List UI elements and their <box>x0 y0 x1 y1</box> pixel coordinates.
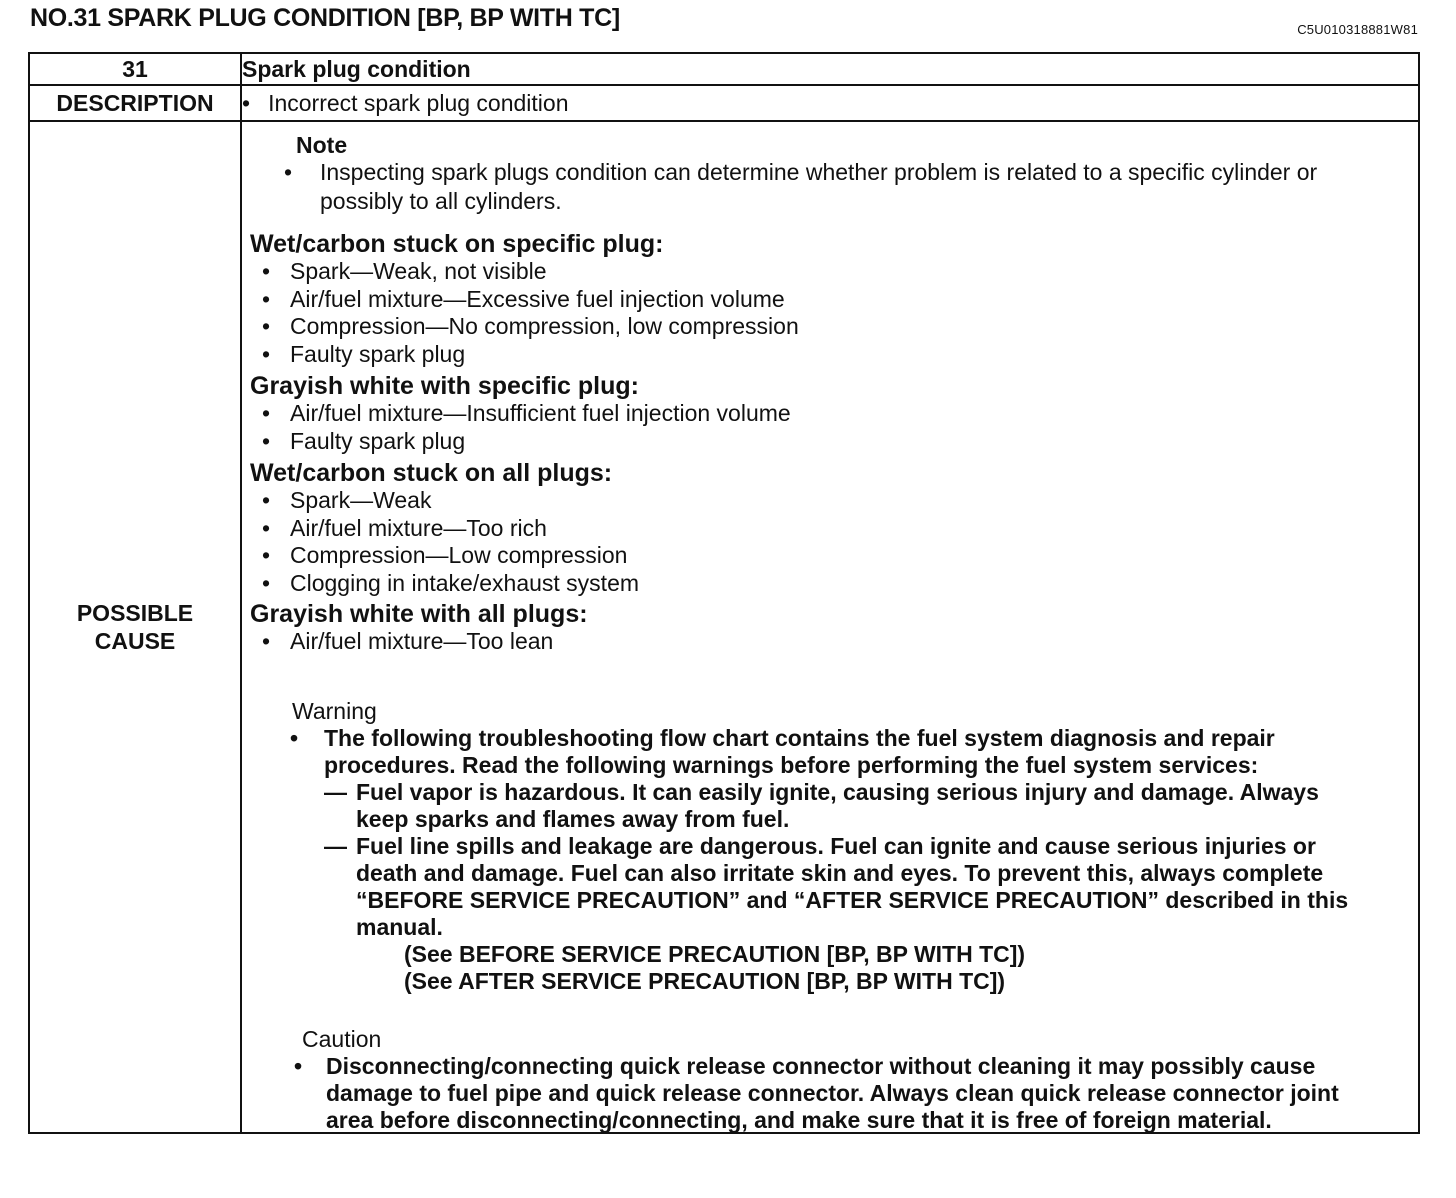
bullet-icon: • <box>262 569 271 596</box>
dash-icon: — <box>324 779 347 805</box>
cause-section-gray-specific <box>250 372 1390 455</box>
cause-label-line: POSSIBLE <box>76 600 194 626</box>
bullet-icon: • <box>290 725 299 751</box>
bullet-icon: • <box>262 628 271 654</box>
list-item: • Faulty spark plug <box>262 340 466 367</box>
bullet-icon: • <box>294 1053 303 1079</box>
cause-section-gray-all <box>250 600 1390 656</box>
list-item: • Clogging in intake/exhaust system <box>262 569 640 596</box>
page-title: NO.31 SPARK PLUG CONDITION [BP, BP WITH TC] <box>30 4 620 32</box>
bullet-icon: • <box>262 258 271 284</box>
description-label: DESCRIPTION <box>29 85 241 121</box>
table-row-description <box>29 85 1419 121</box>
list-item: • Compression—No compression, low compression <box>262 313 799 339</box>
bullet-icon: • <box>262 514 271 541</box>
list-item: • Compression—Low compression <box>262 542 628 568</box>
description-value <box>241 85 1419 121</box>
see-after-service-link[interactable]: (See AFTER SERVICE PRECAUTION [BP, BP WITH TC]) <box>404 968 1006 994</box>
description-item: Incorrect spark plug condition <box>268 89 569 116</box>
warning-item <box>290 725 1424 995</box>
section-heading: Grayish white with all plugs: <box>250 600 588 628</box>
bullet-icon: • <box>262 285 271 312</box>
warning-heading: Warning <box>292 698 377 724</box>
list-item: • Faulty spark plug <box>262 427 466 454</box>
section-heading: Wet/carbon stuck on all plugs: <box>250 459 613 487</box>
list-item: • Spark—Weak, not visible <box>262 258 547 284</box>
caution-item: • Disconnecting/connecting quick release connector without cleaning it may possibly cause damage to fuel pipe and quick release connector. Always clean quick release connector joint area before disconnecting/connecting, and make sure that it is free of foreign material. <box>294 1053 1339 1133</box>
list-item: • Air/fuel mixture—Too rich <box>262 514 547 541</box>
bullet-icon: • <box>262 313 271 339</box>
warning-line: procedures. Read the following warnings before performing the fuel system services: <box>324 752 1259 778</box>
troubleshooting-table <box>28 52 1420 1134</box>
table-row-possible-cause <box>29 121 1419 1133</box>
section-heading: Grayish white with specific plug: <box>250 372 639 400</box>
section-heading: Wet/carbon stuck on specific plug: <box>250 230 664 258</box>
table-row-number <box>29 53 1419 85</box>
caution-heading: Caution <box>302 1026 382 1052</box>
dash-icon: — <box>324 833 347 859</box>
cause-label-line: CAUSE <box>94 628 176 654</box>
bullet-icon: • <box>262 487 271 513</box>
document-code: C5U010318881W81 <box>1297 22 1418 37</box>
note-line: Inspecting spark plugs condition can determine whether problem is related to a specific cylinder or <box>320 159 1318 185</box>
see-before-service-link[interactable]: (See BEFORE SERVICE PRECAUTION [BP, BP WITH TC]) <box>404 941 1026 967</box>
list-item: • Air/fuel mixture—Excessive fuel injection volume <box>262 285 785 312</box>
list-item: • Spark—Weak <box>262 487 432 513</box>
bullet-icon: • <box>262 340 271 367</box>
number-title: Spark plug condition <box>241 53 1419 85</box>
bullet-icon: • <box>262 400 271 426</box>
note-heading: Note <box>296 132 348 158</box>
possible-cause-content <box>241 121 1419 1133</box>
cause-section-wet-specific <box>250 230 1390 368</box>
warning-subitem-fuel-spills: — Fuel line spills and leakage are dangerous. Fuel can ignite and cause serious injuries or death and damage. Fuel can also irritate skin and eyes. To prevent this, always complete “BEFORE SERVICE PRECAUTION” and “AFTER SERVICE PRECAUTION” described in this manual. (See BEFORE SERVICE PRECAUTION [BP, BP WITH TC]) (See AFTER SERVICE PRECAUTION [BP, BP WITH TC]) <box>324 833 1424 995</box>
warning-line: The following troubleshooting flow chart contains the fuel system diagnosis and repair <box>324 725 1275 751</box>
bullet-icon: • <box>242 89 251 116</box>
list-item: • Air/fuel mixture—Insufficient fuel injection volume <box>262 400 791 426</box>
cause-section-wet-all <box>250 459 1390 597</box>
bullet-icon: • <box>262 427 271 454</box>
bullet-icon: • <box>262 542 271 568</box>
number-label: 31 <box>29 53 241 85</box>
warning-subitem-fuel-vapor: — Fuel vapor is hazardous. It can easily ignite, causing serious injury and damage. Always keep sparks and flames away from fuel. <box>324 779 1319 832</box>
bullet-icon: • <box>284 159 293 185</box>
note-line: possibly to all cylinders. <box>320 188 562 214</box>
list-item: • Air/fuel mixture—Too lean <box>262 628 554 654</box>
note-item <box>284 158 1435 216</box>
possible-cause-label <box>29 121 241 1133</box>
